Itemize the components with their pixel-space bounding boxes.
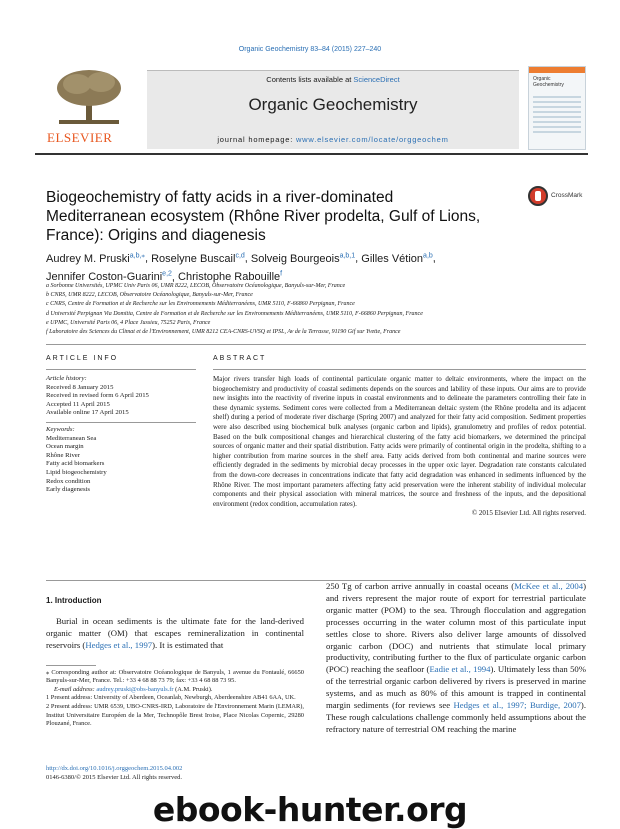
journal-citation[interactable]: Organic Geochemistry 83–84 (2015) 227–240 xyxy=(238,46,382,53)
author[interactable]: Gilles Vétion$^{a,b}$ xyxy=(361,252,433,265)
citation-link[interactable]: McKee et al., 2004 xyxy=(514,581,584,591)
history-item: Received in revised form 6 April 2015 xyxy=(46,392,149,400)
cover-title: Organic Geochemistry xyxy=(533,76,564,88)
homepage-link[interactable]: www.elsevier.com/locate/orggeochem xyxy=(295,135,449,144)
citation-link[interactable]: Hedges et al., 1997; Burdige, 2007 xyxy=(453,700,581,711)
intro-paragraph: Burial in ocean sediments is the ultimate fate for the land-derived organic matter (OM) that escapes remineralization in continental reservoirs (Hedges et al., 1997). It is estimated that xyxy=(46,615,304,650)
crossmark-label: CrossMark xyxy=(551,192,583,199)
affiliation: c CNRS, Centre de Formation et de Recherche sur les Environnements Méditerranéens, UMR 5110, F-66860 Perpignan, France xyxy=(46,301,355,308)
cover-bar xyxy=(529,67,585,73)
left-column xyxy=(46,595,304,729)
journal-cover-thumbnail xyxy=(528,66,586,150)
doi-link[interactable]: http://dx.doi.org/10.1016/j.orggeochem.2015.04.002 xyxy=(46,765,183,772)
abstract-copyright: © 2015 Elsevier Ltd. All rights reserved. xyxy=(471,509,586,518)
keywords-label: Keywords: xyxy=(46,425,75,433)
citation-link[interactable]: Hedges et al., 1997 xyxy=(85,639,153,650)
contents-line: Contents lists available at ScienceDirect xyxy=(266,75,400,84)
history-item: Accepted 11 April 2015 xyxy=(46,400,110,408)
affil-rule xyxy=(46,344,586,345)
footnote: 2 Present address: UMR 6539, UBO-CNRS-IRD, Laboratoire de l'Environnement Marin (LEMAR), Institut Universitaire Européen de la Mer, Technopôle Brest Iroise, Place Nicolas Copernic, 29280 Plouzané, France. xyxy=(46,703,304,728)
issn-line: 0146-6380/© 2015 Elsevier Ltd. All rights reserved. xyxy=(46,773,182,781)
footnote-rule xyxy=(46,665,96,666)
article-info-heading: ARTICLE INFO xyxy=(46,355,119,362)
keyword: Rhône River xyxy=(46,451,80,459)
footnote-email: E-mail address: audrey.pruski@obs-banyuls.fr (A.M. Pruski). xyxy=(54,685,213,693)
article-title: Biogeochemistry of fatty acids in a river-dominated Mediterranean ecosystem (Rhône River prodelta, Gulf of Lions, France): Origins and diagenesis xyxy=(46,189,481,244)
publisher-name: ELSEVIER xyxy=(47,130,113,145)
author[interactable]: Roselyne Buscail$^{c,d}$ xyxy=(151,252,245,265)
crossmark-icon xyxy=(528,186,548,206)
journal-homepage: journal homepage: www.elsevier.com/locate/orggeochem xyxy=(217,135,449,144)
journal-masthead xyxy=(147,70,519,149)
author[interactable]: Christophe Rabouille$^f$ xyxy=(178,270,283,284)
affiliations xyxy=(46,282,586,337)
author[interactable]: Solveig Bourgeois$^{a,b,1}$ xyxy=(250,252,356,265)
keyword: Mediterranean Sea xyxy=(46,434,97,442)
journal-header xyxy=(35,66,588,150)
email-link[interactable]: audrey.pruski@obs-banyuls.fr xyxy=(96,685,174,693)
section-heading: 1. Introduction xyxy=(46,596,102,605)
affiliation: f Laboratoire des Sciences du Climat et de l'Environnement, UMR 8212 CEA-CNRS-UVSQ et IPSL, Av de la Terrasse, 91190 Gif sur Yvette, France xyxy=(46,329,401,336)
affiliation: d Université Perpignan Via Domitia, Centre de Formation et de Recherche sur les Environnements Méditerranéens, UMR 5110, F-66860 Perpignan, France xyxy=(46,310,423,317)
keyword: Ocean margin xyxy=(46,443,84,451)
footnote: ⁎ Corresponding author at: Observatoire Océanologique de Banyuls, 1 avenue du Fontaulé, 66650 Banyuls-sur-Mer, France. Tel.: +33 4 68 88 73 79; fax: +33 4 68 88 73 95. xyxy=(46,668,304,685)
article-info xyxy=(46,375,196,495)
footnote: 1 Present address: University of Aberdeen, Oceanlab, Newburgh, Aberdeenshire AB41 6AA, UK. xyxy=(46,694,296,702)
cover-decoration xyxy=(529,93,585,136)
history-item: Available online 17 April 2015 xyxy=(46,409,129,417)
crossmark-badge[interactable] xyxy=(528,186,598,214)
journal-title: Organic Geochemistry xyxy=(248,95,418,114)
watermark-text: ebook-hunter.org xyxy=(152,789,468,829)
sciencedirect-link[interactable]: ScienceDirect xyxy=(353,75,400,84)
footnotes xyxy=(46,669,304,729)
author-list: Audrey M. Pruski$^{a,b,⁎}$, Roselyne Buscail$^{c,d}$, Solveig Bourgeois$^{a,b,1}$, Gilles Vétion$^{a,b}$, Jennifer Coston-Guarini$^{e,2}$, Christophe Rabouille$^f$ xyxy=(46,252,436,284)
info-divider xyxy=(46,422,196,423)
keyword: Early diagenesis xyxy=(46,486,91,494)
abstract-heading: ABSTRACT xyxy=(213,355,267,362)
abstract xyxy=(213,375,586,519)
abstract-text: Major rivers transfer high loads of continental particulate organic matter to deltaic environments, where the impact on the biogeochemistry and productivity of coastal sediments depends on the sources and lability of these inputs. Our aims are to provide new insights into the reactivity of riverine inputs in coastal environments and to delineate the parameters controlling their fate in these dynamic systems. Sediment cores were collected from a Mediterranean deltaic system (the Rhône prodelta and its adjacent shelf) during a period of moderate river discharge (Spring 2007) and analyzed for their fatty acid composition. Sediment properties were also described using biochemical bulk analyses (organic carbon and lipids), granulometry and profiles of redox potential. Based on the bulk compositional changes and hierarchical clustering of the fatty acid biomarkers, we determined the principal sources of organic matter and their spatial distribution. Fatty acids were primarily of continental origin in the prodelta, shifting to a higher contribution from marine sources in the shelf area. Fatty acids derived from both continental and marine sources were efficiently degraded in the sediments by microbial decay processes in the upper oxic layer. Degradation rate constants calculated from the down-core decreases in concentrations indicate that fatty acid degradation was enhanced in sediments influenced by the Rhône River. The most important parameters affecting fatty acid preservation were the inherent stability of individual molecular components and their physical association with mineral matrices, the source and freshness of the inputs, and the depositional environment (redox condition, accumulation rates). xyxy=(213,375,586,508)
info-rule xyxy=(46,369,196,370)
keyword: Lipid biogeochemistry xyxy=(46,468,107,476)
abstract-rule xyxy=(213,369,586,370)
watermark xyxy=(0,791,620,827)
history-item: Received 8 January 2015 xyxy=(46,383,114,391)
affiliation: a Sorbonne Universités, UPMC Univ Paris 06, UMR 8222, LECOB, Observatoire Océanologique, Banyuls-sur-Mer, France xyxy=(46,283,346,289)
right-column: 250 Tg of carbon arrive annually in coastal oceans (McKee et al., 2004) and rivers represent the major route of export for terrestrial particulate organic matter (POM) to the sea. Through flocculation and aggregation processes occurring in the water column most of this particulate input settles close to shore. Rivers also deliver large amounts of dissolved organic carbon (DOC) and nutrients that stimulate local primary productivity, contributing further to the flux of particulate organic carbon (POC) reaching the seafloor (Eadie et al., 1994). Ultimately less than 50% of the terrestrial organic carbon delivered by rivers is preserved in marine systems, and as much as 80% of this amount is trapped in continental margin sediments (for reviews see Hedges et al., 1997; Burdige, 2007). These rough calculations challenge commonly held assumptions about the refractory nature of terrestrial OM reaching the marine xyxy=(326,581,586,734)
keyword: Fatty acid biomarkers xyxy=(46,460,105,468)
elsevier-logo xyxy=(43,66,135,148)
citation-link[interactable]: Eadie et al., 1994 xyxy=(429,664,491,675)
header-rule xyxy=(35,153,588,155)
author[interactable]: Jennifer Coston-Guarini$^{e,2}$ xyxy=(46,270,172,284)
tree-icon xyxy=(53,68,125,126)
doi-block xyxy=(46,765,182,782)
keyword: Redox condition xyxy=(46,477,91,485)
author[interactable]: Audrey M. Pruski$^{a,b,⁎}$ xyxy=(46,252,145,265)
history-label: Article history: xyxy=(46,375,87,382)
affiliation: e UPMC, Université Paris 06, 4 Place Jussieu, 75252 Paris, France xyxy=(46,319,211,326)
affiliation: b CNRS, UMR 8222, LECOB, Observatoire Océanologique, Banyuls-sur-Mer, France xyxy=(46,292,253,299)
